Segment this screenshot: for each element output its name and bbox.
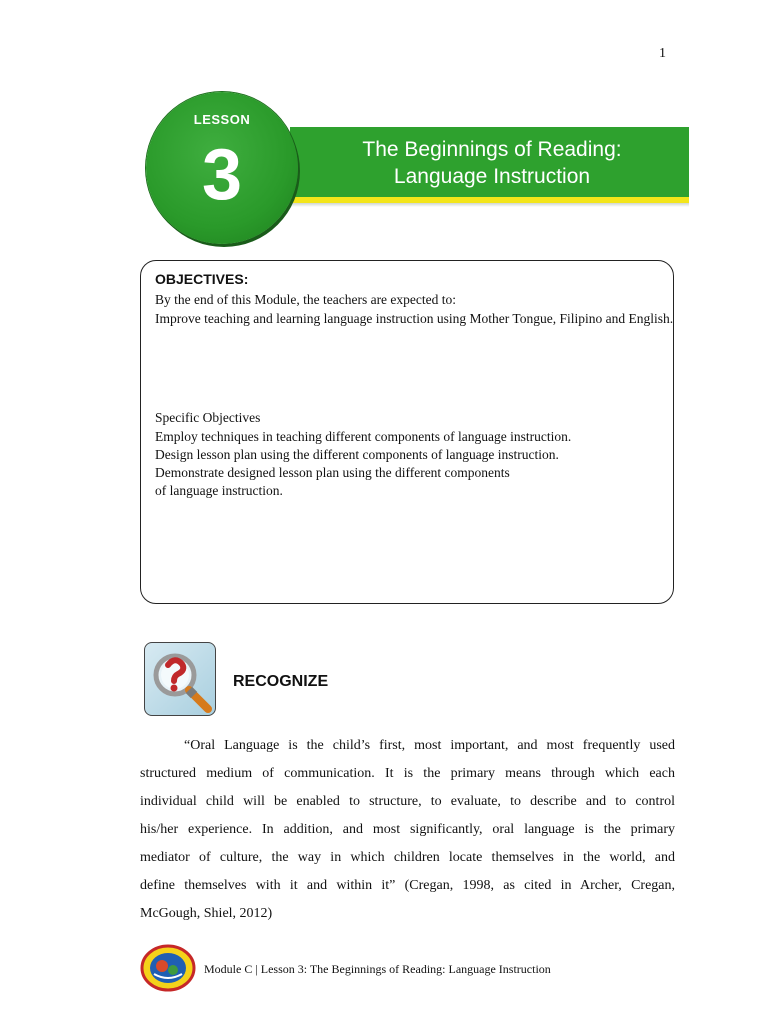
specific-objective-item: Demonstrate designed lesson plan using the different components [155,465,510,480]
objectives-general: Improve teaching and learning language instruction using Mother Tongue, Filipino and English. [155,311,674,326]
specific-objective-item: Employ techniques in teaching different components of language instruction. [155,429,572,444]
paragraph-line: structured medium of communication. It is the primary means through which each [140,766,675,781]
specific-objective-item: of language instruction. [155,483,283,498]
objectives-intro: By the end of this Module, the teachers are expected to: [155,292,457,307]
paragraph-line: define themselves with it and within it” (Cregan, 1998, as cited in Archer, Cregan, [140,878,675,893]
lesson-number-badge [146,92,298,244]
lesson-label: LESSON [193,112,251,127]
lesson-title-line1: The Beginnings of Reading: [362,138,622,161]
page-number: 1 [659,46,666,61]
lesson-title [306,136,678,190]
paragraph-line: his/her experience. In addition, and most significantly, oral language is the primary [140,822,675,837]
paragraph-line: “Oral Language is the child’s first, most important, and most frequently used [184,738,675,753]
paragraph-line: mediator of culture, the way in which children locate themselves in the world, and [140,850,675,865]
recognize-paragraph [140,732,675,928]
reading-program-seal-icon [140,944,196,992]
magnifier-question-icon [144,642,216,716]
banner-shadow [290,203,689,207]
recognize-heading: RECOGNIZE [233,673,329,690]
specific-objective-item: Design lesson plan using the different components of language instruction. [155,447,559,462]
footer-text: Module C | Lesson 3: The Beginnings of Reading: Language Instruction [204,962,551,976]
lesson-number: 3 [201,135,243,215]
objectives-heading: OBJECTIVES: [155,271,249,287]
specific-objectives-heading: Specific Objectives [155,410,261,425]
paragraph-line: individual child will be enabled to structure, to evaluate, to describe and to control [140,794,675,809]
paragraph-line: McGough, Shiel, 2012) [140,906,273,921]
lesson-title-line2: Language Instruction [393,165,591,188]
